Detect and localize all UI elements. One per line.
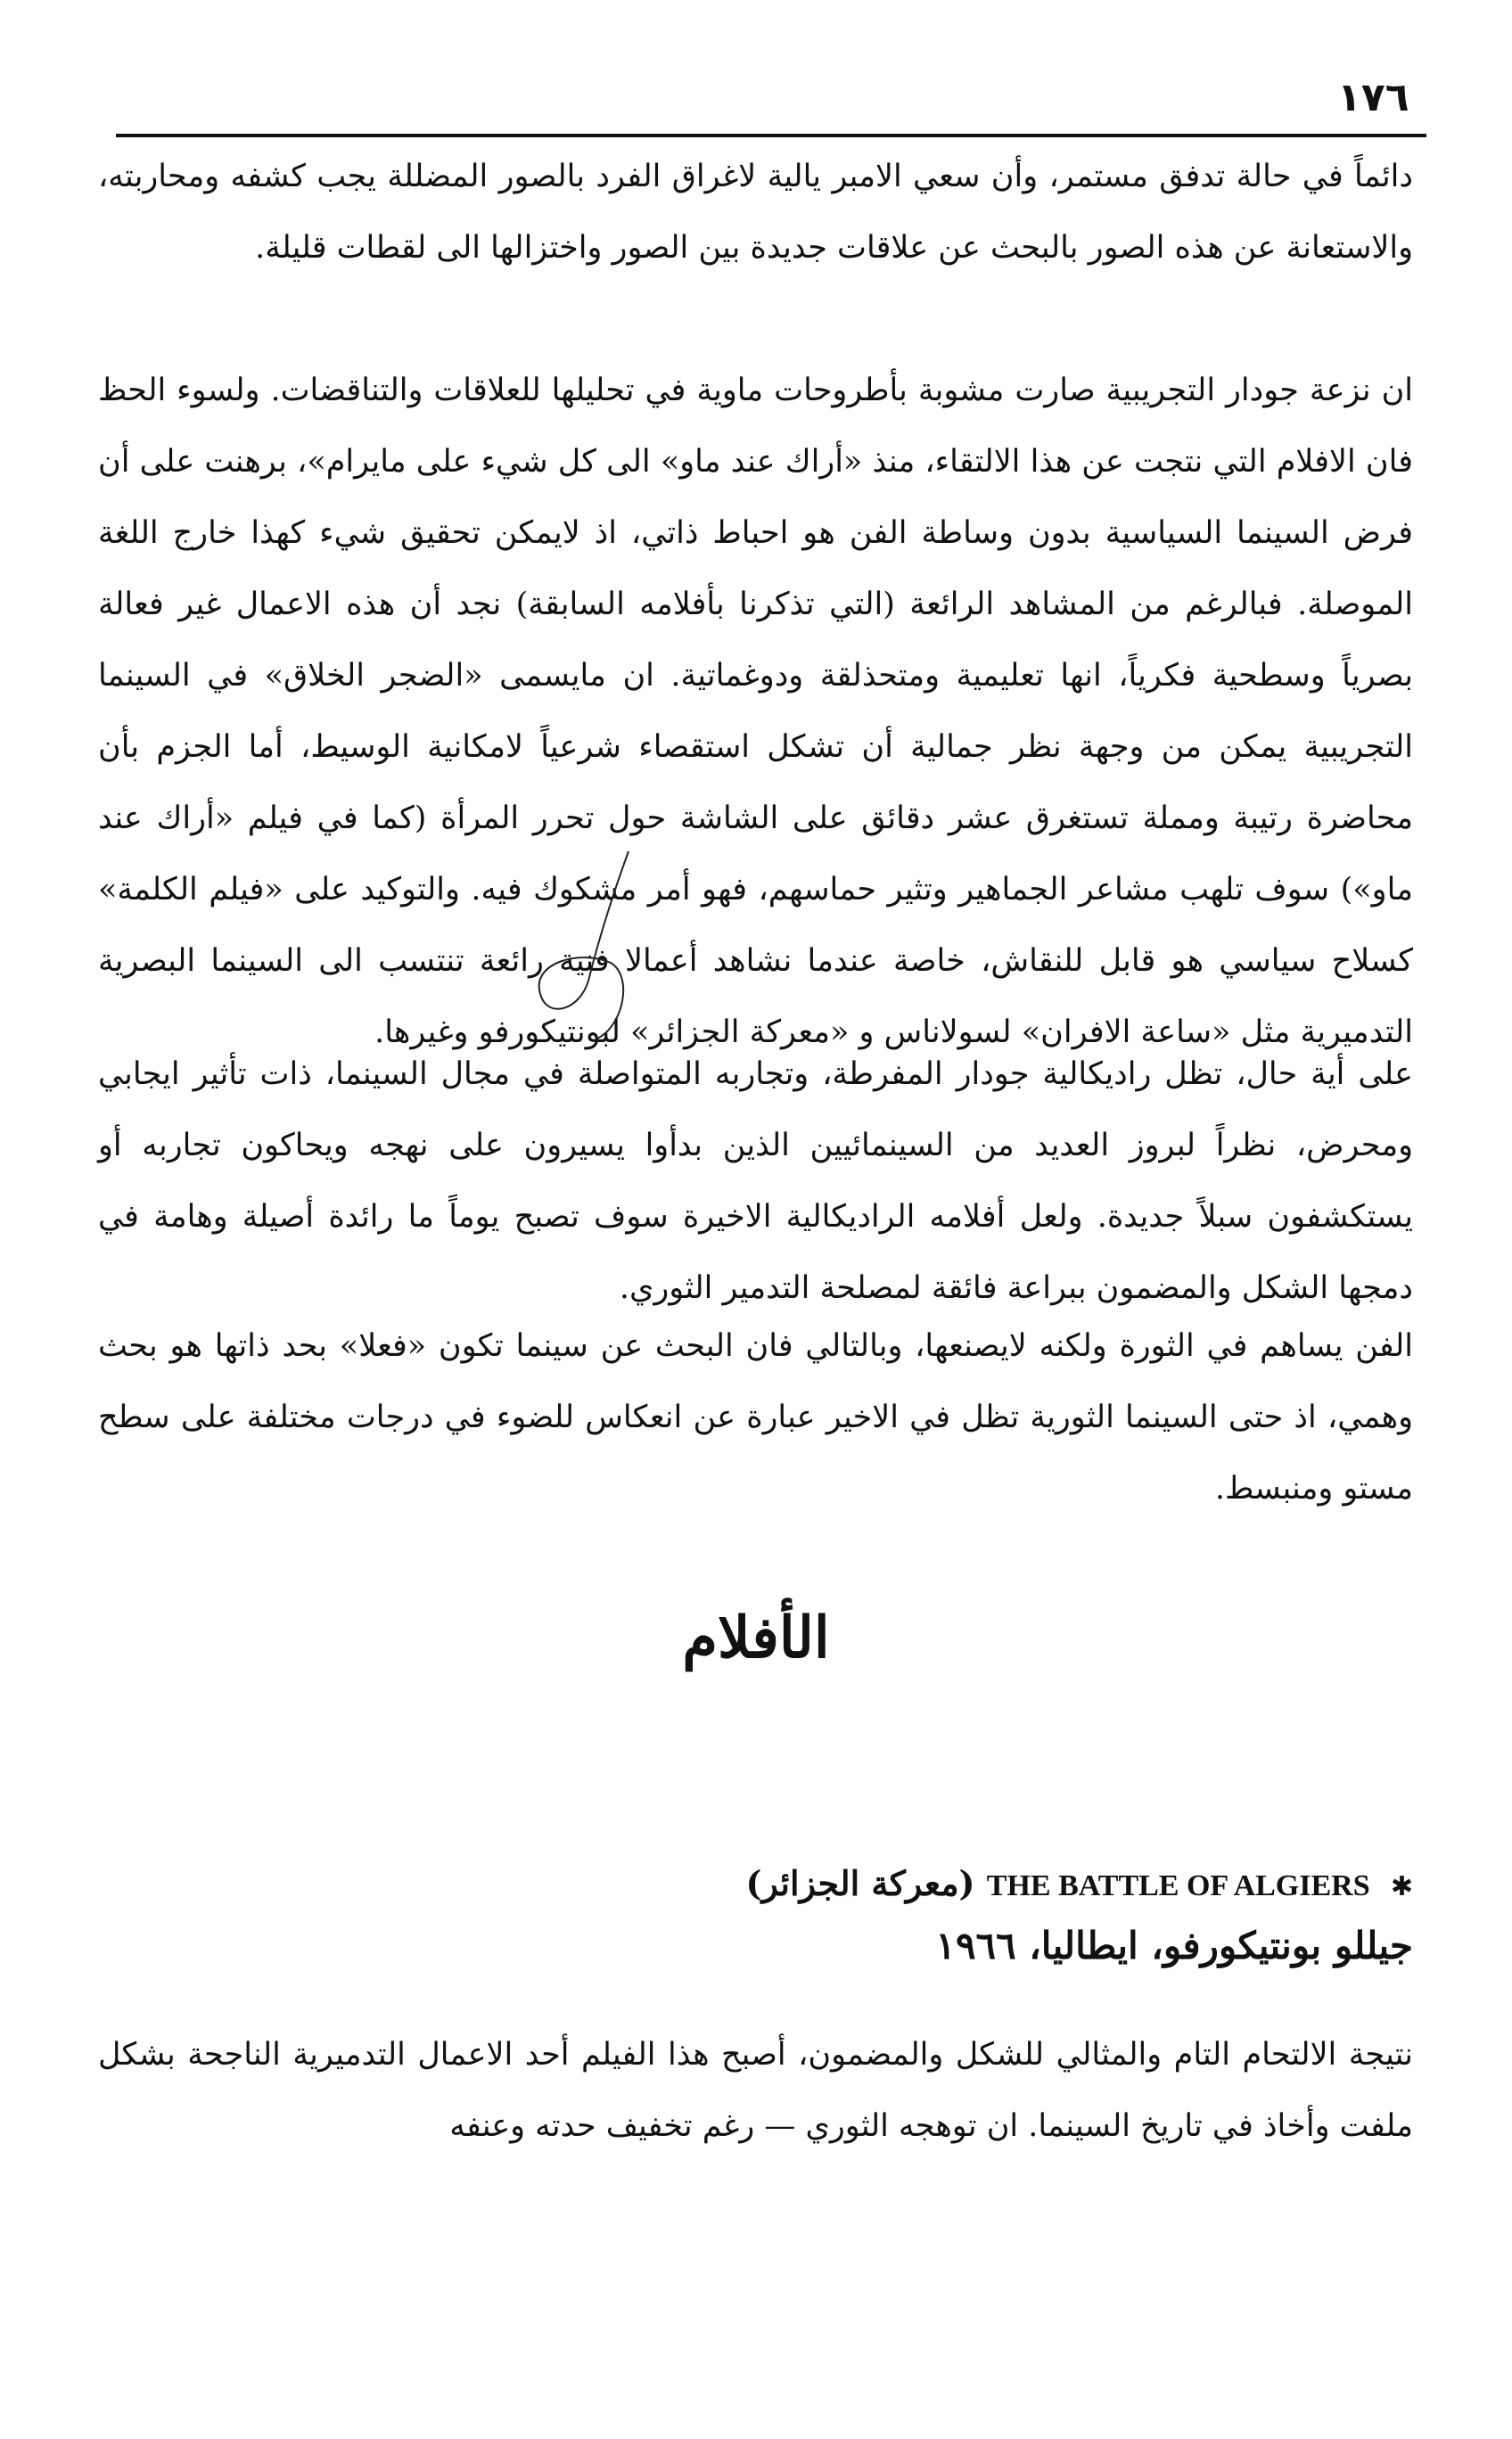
paragraph-3 bbox=[98, 1039, 1413, 1324]
paragraph-text: دائماً في حالة تدفق مستمر، وأن سعي الامبر يالية لاغراق الفرد بالصور المضللة يجب كشفه ومحاربته، والاستعانة عن هذه الصور بالبحث عن علاقات جديدة بين الصور واختزالها الى لقطات قليلة. bbox=[98, 159, 1413, 266]
page-number: ١٧٦ bbox=[1337, 75, 1409, 120]
paragraph-text: الفن يساهم في الثورة ولكنه لايصنعها، وبالتالي فان البحث عن سينما تكون «فعلا» بحد ذاتها هو بحث وهمي، اذ حتى السينما الثورية تظل في الاخير عبارة عن انعكاس للضوء في درجات مختلفة على سطح مستو ومنبسط. bbox=[98, 1328, 1413, 1507]
header-rule bbox=[116, 134, 1426, 137]
paragraph-text: على أية حال، تظل راديكالية جودار المفرطة، وتجاربه المتواصلة في مجال السينما، ذات تأثير ايجابي ومحرض، نظراً لبروز العديد من السينمائيين الذين بدأوا يسيرون على نهجه ويحاكون تجاربه أو يستكشفون سبلاً جديدة. ولعل أفلامه الراديكالية الاخيرة سوف تصبح يوماً ما رائدة أصيلة وهامة في دمجها الشكل والمضمون ببراعة فائقة لمصلحة التدمير الثوري. bbox=[98, 1056, 1413, 1306]
star-icon: ✱ bbox=[1390, 1871, 1413, 1902]
paragraph-4 bbox=[98, 1310, 1413, 1524]
paragraph-5 bbox=[98, 2019, 1413, 2162]
handwritten-pen-mark bbox=[526, 847, 660, 1061]
film-title bbox=[98, 1863, 1413, 1903]
film-title-english: THE BATTLE OF ALGIERS bbox=[986, 1869, 1370, 1902]
film-title-arabic: (معركة الجزائر) bbox=[745, 1863, 975, 1903]
paragraph-1 bbox=[98, 141, 1413, 283]
paragraph-text: ان نزعة جودار التجريبية صارت مشوبة بأطروحات ماوية في تحليلها للعلاقات والتناقضات. ولسوء الحظ فان الافلام التي نتجت عن هذا الالتقاء، منذ «أراك عند ماو» الى كل شيء على مايرام»، برهنت على أن فرض السينما السياسية بدون وساطة الفن هو احباط ذاتي، اذ لايمكن تحقيق شيء كهذا خارج اللغة الموصلة. فبالرغم من المشاهد الرائعة (التي تذكرنا بأفلامه السابقة) نجد أن هذه الاعمال غير فعالة بصرياً وسطحية فكرياً، انها تعليمية ومتحذلقة ودوغماتية. ان مايسمى «الضجر الخلاق» في السينما التجريبية يمكن من وجهة نظر جمالية أن تشكل استقصاء شرعياً لامكانية الوسيط، أما الجزم بأن محاضرة رتيبة ومملة تستغرق عشر دقائق على الشاشة حول تحرر المرأة (كما في فيلم «أراك عند ماو») سوف تلهب مشاعر الجماهير وتثير حماسهم، فهو أمر مشكوك فيه. والتوكيد على «فيلم الكلمة» كسلاح سياسي هو قابل للنقاش، خاصة عندما نشاهد أعمالا فنية رائعة تنتسب الى السينما البصرية التدميرية مثل «ساعة الافران» لسولاناس و «معركة الجزائر» لبونتيكورفو وغيرها. bbox=[98, 373, 1413, 1050]
section-heading: الأفلام bbox=[682, 1605, 830, 1671]
paragraph-text: نتيجة الالتحام التام والمثالي للشكل والمضمون، أصبح هذا الفيلم أحد الاعمال التدميرية الناجحة بشكل ملفت وأخاذ في تاريخ السينما. ان توهجه الثوري — رغم تخفيف حدته وعنفه bbox=[98, 2037, 1413, 2144]
film-credit: جيللو بونتيكورفو، ايطاليا، ١٩٦٦ bbox=[935, 1924, 1413, 1967]
paragraph-2 bbox=[98, 355, 1413, 1068]
